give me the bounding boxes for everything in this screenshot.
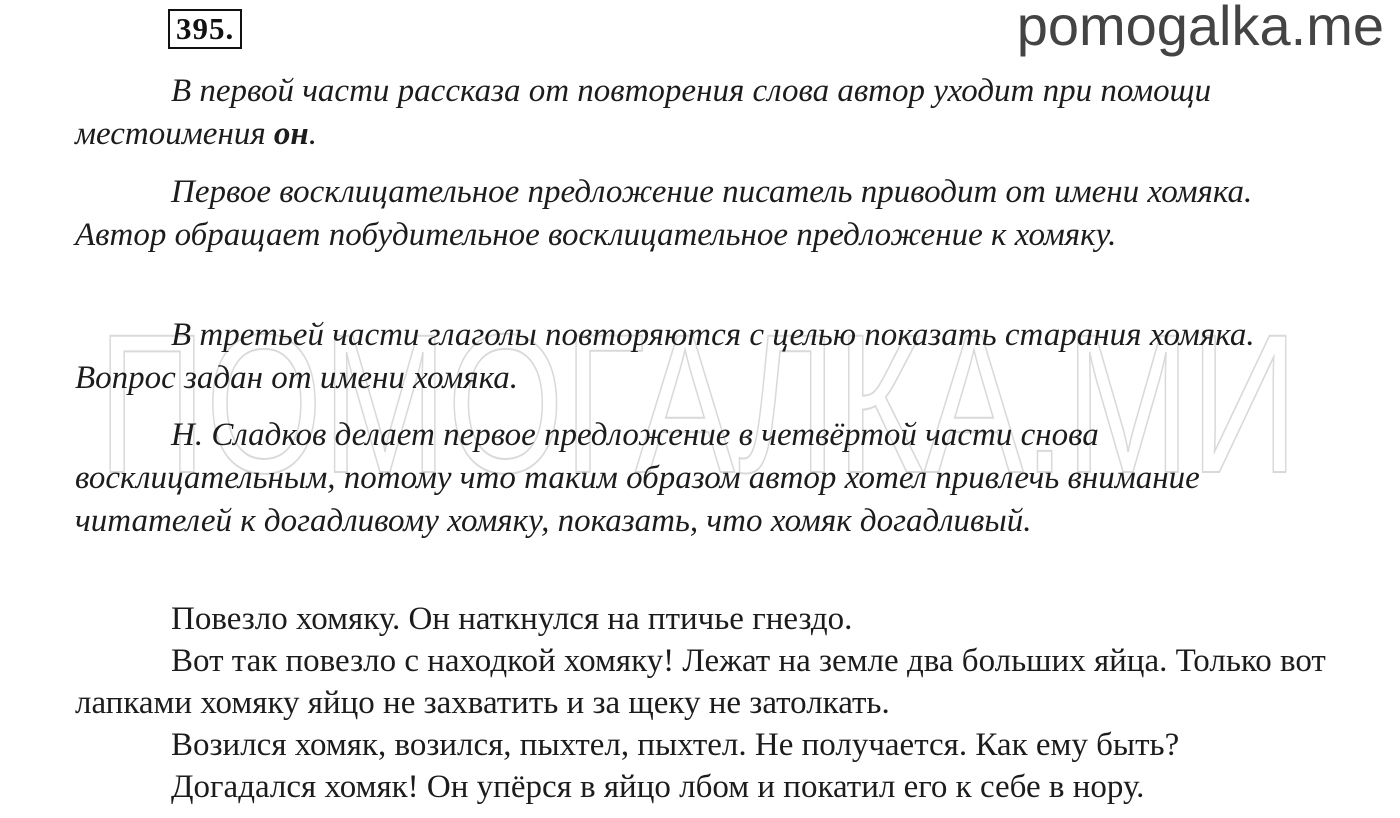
story-line-4: Догадался хомяк! Он упёрся в яйцо лбом и покатил его к себе в нору. bbox=[171, 769, 1145, 805]
task-number: 395. bbox=[168, 9, 242, 49]
analysis-p1-bold: он bbox=[273, 116, 309, 152]
analysis-paragraph-2 bbox=[75, 171, 1325, 257]
analysis-p1-end: . bbox=[308, 116, 317, 152]
analysis-paragraph-4 bbox=[75, 414, 1325, 543]
analysis-paragraph-3 bbox=[75, 314, 1325, 400]
analysis-p4-text: Н. Сладков делает первое предложение в четвёртой части снова восклицательным, потому что таким образом автор хотел привлечь внимание читателей к догадливому хомяку, показать, что хомяк догадливый. bbox=[75, 417, 1200, 539]
analysis-p1-text: В первой части рассказа от повторения слова автор уходит при помощи местоимения bbox=[75, 73, 1212, 152]
analysis-p3-text: В третьей части глаголы повторяются с целью показать старания хомяка. Вопрос задан от имени хомяка. bbox=[75, 317, 1255, 396]
story-line-1: Повезло хомяку. Он наткнулся на птичье гнездо. bbox=[171, 601, 853, 637]
analysis-p2-text: Первое восклицательное предложение писатель приводит от имени хомяка. Автор обращает побудительное восклицательное предложение к хомяку. bbox=[75, 174, 1253, 253]
story-text bbox=[75, 598, 1335, 808]
story-line-3: Возился хомяк, возился, пыхтел, пыхтел. Не получается. Как ему быть? bbox=[171, 727, 1180, 763]
story-line-2: Вот так повезло с находкой хомяку! Лежат на земле два больших яйца. Только вот лапками хомяку яйцо не захватить и за щеку не затолкать. bbox=[75, 643, 1326, 721]
site-logo: pomogalka.me bbox=[1016, 0, 1384, 57]
analysis-paragraph-1 bbox=[75, 70, 1325, 156]
watermark-text: ПОМОГАЛКА.МИ bbox=[98, 312, 1298, 502]
